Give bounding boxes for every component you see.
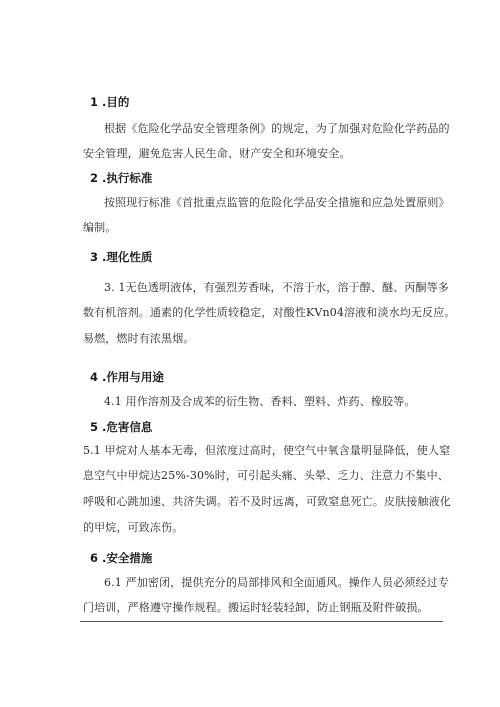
section-heading-purpose: 1 .目的 — [90, 95, 130, 109]
paragraph-line: 数有机溶剂。通素的化学性质较稳定，对酸性KVn04溶液和淡水均无反应。 — [83, 306, 456, 319]
paragraph-line: 编制。 — [83, 221, 117, 234]
section-heading-properties: 3 .理化性质 — [90, 250, 153, 264]
paragraph-line: 4.1 用作溶剂及合成苯的衍生物、香料、塑料、炸药、橡胶等。 — [104, 395, 416, 408]
paragraph-line: 3. 1无色透明液体，有强烈芳香味，不溶于水，溶于醇、醚、丙酮等多 — [104, 281, 449, 294]
section-heading-usage: 4 .作用与用途 — [90, 370, 164, 384]
section-heading-standard: 2 .执行标准 — [90, 171, 153, 185]
paragraph-line: 根据《危险化学品安全管理条例》的规定，为了加强对危险化学药品的 — [104, 122, 450, 135]
paragraph-line: 按照现行标准《首批重点监管的危险化学品安全措施和应急处置原则》 — [104, 196, 450, 209]
paragraph-line: 息空气中甲烷达25%-30%时，可引起头痛、头晕、乏力、注意力不集中、 — [83, 469, 449, 482]
section-heading-safety: 6 .安全措施 — [90, 551, 153, 565]
section-heading-hazards: 5 .危害信息 — [90, 420, 153, 434]
paragraph-line: 易燃，燃时有浓黑烟。 — [83, 332, 195, 345]
paragraph-line: 安全管理，避免危害人民生命、财产安全和环境安全。 — [83, 147, 351, 160]
paragraph-line: 的甲烷，可致冻伤。 — [83, 521, 184, 534]
paragraph-line: 5.1 甲烷对人基本无毒，但浓度过高时，使空气中氧含量明显降低，使人窒 — [83, 444, 451, 457]
paragraph-line: 6.1 严加密闭，提供充分的局部排风和全面通风。操作人员必须经过专 — [104, 576, 449, 589]
paragraph-line: 呼吸和心跳加速、共济失调。若不及时远离，可致窒息死亡。皮肤接触液化 — [83, 495, 451, 508]
paragraph-line: 门培训，严格遵守操作规程。搬运时轻装轻卸，防止钢瓶及附件破损。 — [83, 601, 429, 614]
footer-rule — [80, 621, 443, 622]
